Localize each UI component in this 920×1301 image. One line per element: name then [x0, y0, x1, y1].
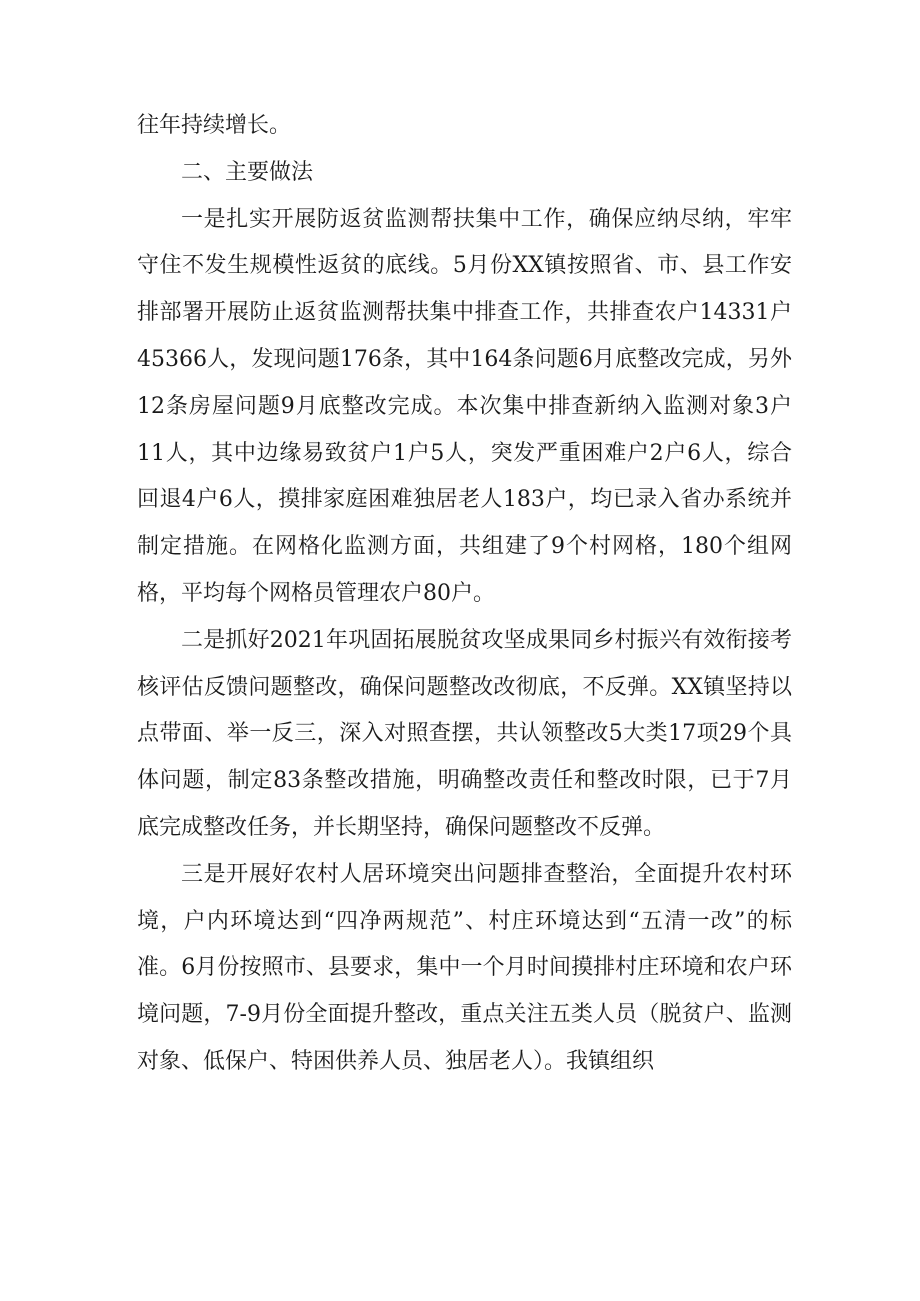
section-heading: 二、主要做法	[181, 159, 314, 185]
paragraph-environment: 三是开展好农村人居环境突出问题排查整治，全面提升农村环境，户内环境达到“四净两规范”、村庄环境达到“五清一改”的标准。6月份按照市、县要求，集中一个月时间摸排村庄环境和农户环境问题，7-9月份全面提升整改，重点关注五类人员（脱贫户、监测对象、低保户、特困供养人员、独居老人）。我镇组织	[137, 861, 792, 1074]
paragraph-monitoring: 一是扎实开展防返贫监测帮扶集中工作，确保应纳尽纳，牢牢守住不发生规模性返贫的底线。5月份XX镇按照省、市、县工作安排部署开展防止返贫监测帮扶集中排查工作，共排查农户14331户45366人，发现问题176条，其中164条问题6月底整改完成，另外12条房屋问题9月底整改完成。本次集中排查新纳入监测对象3户11人，其中边缘易致贫户1户5人，突发严重困难户2户6人，综合回退4户6人，摸排家庭困难独居老人183户，均已录入省办系统并制定措施。在网格化监测方面，共组建了9个村网格，180个组网格，平均每个网格员管理农户80户。	[137, 206, 792, 606]
paragraph-continuation: 往年持续增长。	[137, 113, 292, 138]
paragraph-rectification: 二是抓好2021年巩固拓展脱贫攻坚成果同乡村振兴有效衔接考核评估反馈问题整改，确保问题整改改彻底，不反弹。XX镇坚持以点带面、举一反三，深入对照查摆，共认领整改5大类17项29个具体问题，制定83条整改措施，明确整改责任和整改时限，已于7月底完成整改任务，并长期坚持，确保问题整改不反弹。	[137, 627, 792, 840]
document-body	[137, 103, 792, 1086]
